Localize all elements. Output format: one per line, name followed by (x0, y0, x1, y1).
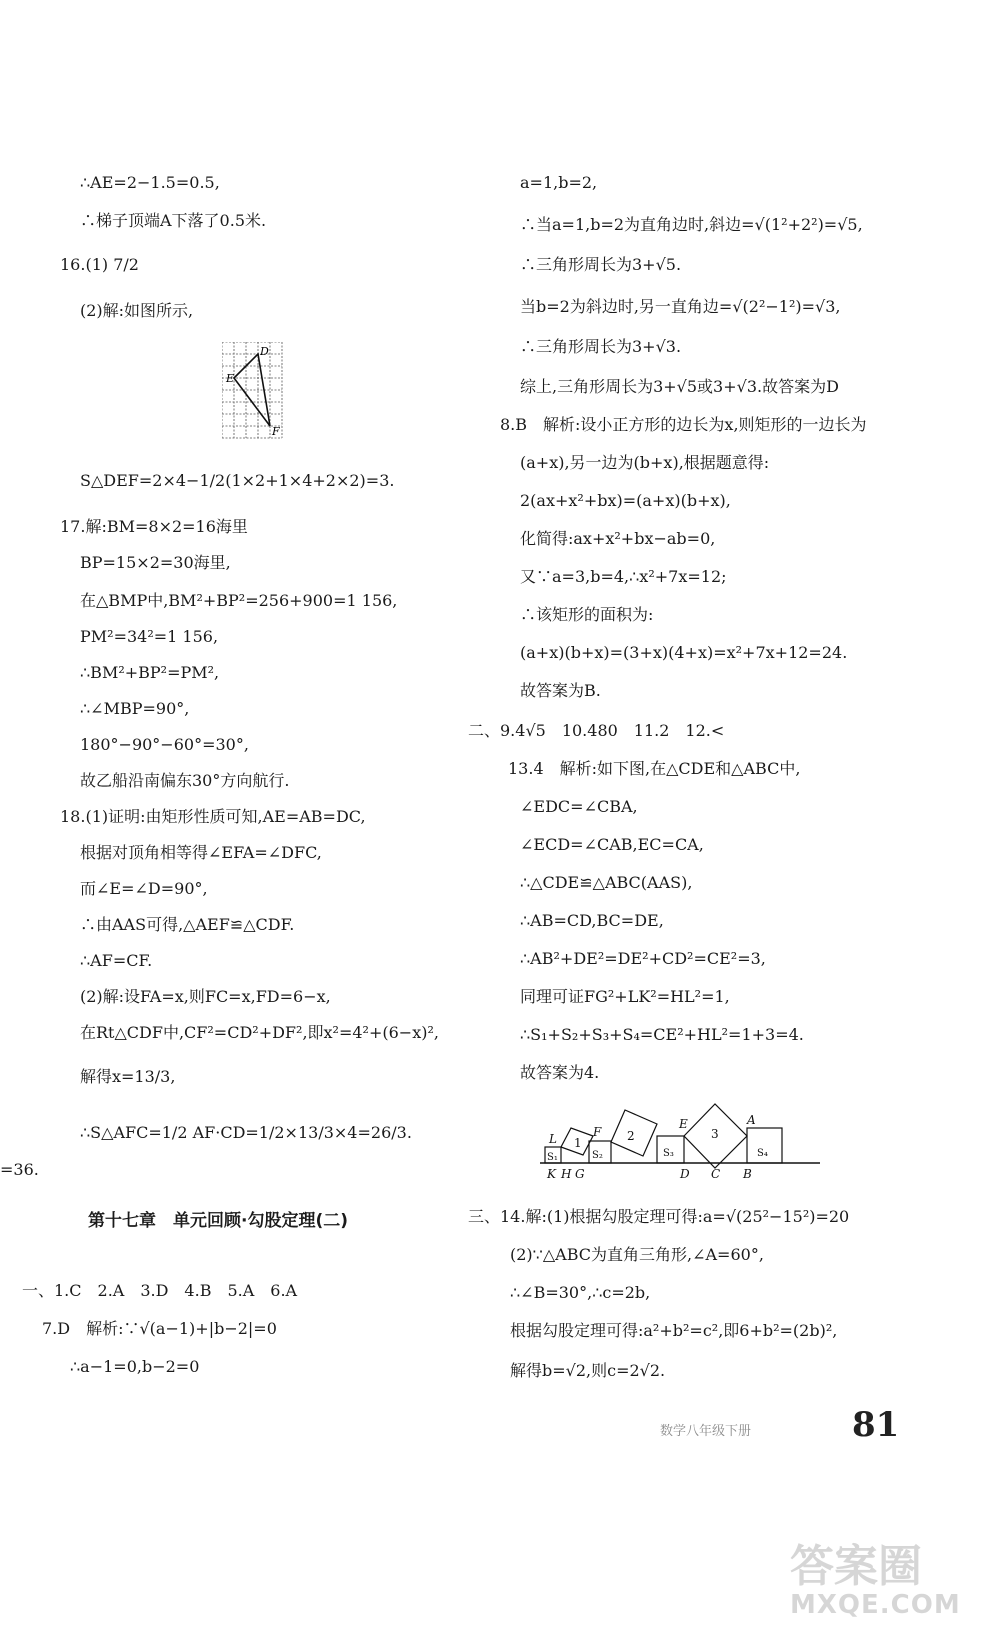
watermark-domain: MXQE.COM (790, 1590, 961, 1620)
answer-list: 一、1.C 2.A 3.D 4.B 5.A 6.A (22, 1281, 298, 1300)
point-label: H (561, 1167, 572, 1181)
point-label: G (575, 1167, 585, 1181)
point-label: E (226, 372, 235, 385)
text-line: 7.D 解析:∵√(a−1)+|b−2|=0 (42, 1319, 277, 1338)
squares-figure (535, 1098, 825, 1184)
text-line: 而∠E=∠D=90°, (80, 879, 208, 898)
text-line: 故答案为4. (520, 1063, 600, 1082)
text-line: ∴三角形周长为3+√5. (520, 255, 682, 274)
text-line: a=1,b=2, (520, 173, 598, 192)
point-label: D (260, 345, 269, 358)
point-label: D (680, 1167, 690, 1181)
text-line: ∴梯子顶端A下落了0.5米. (80, 211, 267, 230)
point-label: B (743, 1167, 752, 1181)
text-line: 解得b=√2,则c=2√2. (510, 1361, 666, 1380)
area-label: S₄ (757, 1148, 768, 1159)
text-line: (2)∵△ABC为直角三角形,∠A=60°, (510, 1245, 764, 1264)
square-number: 2 (627, 1129, 635, 1143)
point-label: F (272, 425, 280, 438)
text-line: (a+x),另一边为(b+x),根据题意得: (520, 453, 770, 472)
page-number: 81 (852, 1405, 900, 1445)
watermark-logo: 答案圈 (790, 1541, 922, 1592)
point-label: L (549, 1132, 557, 1146)
area-label: S₁ (547, 1152, 558, 1163)
text-line: ∠ECD=∠CAB,EC=CA, (520, 835, 704, 854)
text-line: 在△BMP中,BM²+BP²=256+900=1 156, (80, 591, 398, 610)
point-label: C (711, 1167, 721, 1181)
point-label: A (747, 1113, 756, 1127)
text-line: ∴AF=CF. (80, 951, 153, 970)
footer-subject: 数学八年级下册 (660, 1424, 752, 1439)
text-line: ∴S△AFC=1/2 AF·CD=1/2×13/3×4=26/3. (80, 1123, 412, 1142)
text-line: 2(ax+x²+bx)=(a+x)(b+x), (520, 491, 731, 510)
text-line: BP=15×2=30海里, (80, 553, 231, 572)
question-number: 18.(1)证明:由矩形性质可知,AE=AB=DC, (60, 807, 366, 826)
question-number: 8.B 解析:设小正方形的边长为x,则矩形的一边长为 (500, 415, 867, 434)
text-line: ∴AB=CD,BC=DE, (520, 911, 664, 930)
square-number: 3 (711, 1127, 719, 1141)
question-number: 17.解:BM=8×2=16海里 (60, 517, 248, 536)
text-line: 又∵a=3,b=4,∴x²+7x=12; (520, 567, 727, 586)
grid-triangle-figure (222, 342, 292, 442)
area-label: S₃ (663, 1148, 674, 1159)
text-line: 故答案为B. (520, 681, 601, 700)
text-line: (a+x)(b+x)=(3+x)(4+x)=x²+7x+12=24. (520, 643, 848, 662)
text-line: ∴∠MBP=90°, (80, 699, 190, 718)
text-line: ∴△CDE≌△ABC(AAS), (520, 873, 693, 892)
area-label: S₂ (592, 1150, 603, 1161)
text-line: 故乙船沿南偏东30°方向航行. (80, 771, 290, 790)
text-line: 综上,三角形周长为3+√5或3+√3.故答案为D (520, 377, 839, 396)
text-line: 180°−90°−60°=30°, (80, 735, 249, 754)
text-line: 根据勾股定理可得:a²+b²=c²,即6+b²=(2b)², (510, 1321, 838, 1340)
point-label: K (547, 1167, 556, 1181)
text-line: 当b=2为斜边时,另一直角边=√(2²−1²)=√3, (520, 297, 841, 316)
text-line: ∴a−1=0,b−2=0 (70, 1357, 200, 1376)
text-line: ∴三角形周长为3+√3. (520, 337, 682, 356)
text-line: PM²=34²=1 156, (80, 627, 219, 646)
question-number: 16.(1) 7/2 (60, 255, 139, 274)
text-line: ∴BM²+BP²=PM², (80, 663, 220, 682)
text-line: ∴AB²+DE²=DE²+CD²=CE²=3, (520, 949, 766, 968)
text-line: 同理可证FG²+LK²=HL²=1, (520, 987, 730, 1006)
text-line: ∴由AAS可得,△AEF≌△CDF. (80, 915, 295, 934)
section-title: 第十七章 单元回顾·勾股定理(二) (88, 1211, 348, 1231)
text-line: ∴∠B=30°,∴c=2b, (510, 1283, 651, 1302)
text-line: ∴S₁+S₂+S₃+S₄=CE²+HL²=1+3=4. (520, 1025, 804, 1044)
point-label: F (593, 1125, 602, 1139)
text-line: ∴AE=2−1.5=0.5, (80, 173, 220, 192)
text-line: 解得x=13/3, (80, 1067, 176, 1086)
text-line: (2)解:如图所示, (80, 301, 194, 320)
cut-off-text: =36. (0, 1160, 39, 1179)
question-number: 三、14.解:(1)根据勾股定理可得:a=√(25²−15²)=20 (468, 1207, 850, 1226)
text-line: 在Rt△CDF中,CF²=CD²+DF²,即x²=4²+(6−x)², (80, 1023, 439, 1042)
text-line: 化简得:ax+x²+bx−ab=0, (520, 529, 716, 548)
square-number: 1 (574, 1136, 582, 1150)
text-line: S△DEF=2×4−1/2(1×2+1×4+2×2)=3. (80, 471, 395, 490)
text-line: 根据对顶角相等得∠EFA=∠DFC, (80, 843, 322, 862)
question-number: 13.4 解析:如下图,在△CDE和△ABC中, (508, 759, 801, 778)
text-line: ∴该矩形的面积为: (520, 605, 654, 624)
answer-list: 二、9.4√5 10.480 11.2 12.< (468, 721, 725, 740)
point-label: E (679, 1117, 688, 1131)
text-line: ∴当a=1,b=2为直角边时,斜边=√(1²+2²)=√5, (520, 215, 863, 234)
text-line: (2)解:设FA=x,则FC=x,FD=6−x, (80, 987, 331, 1006)
text-line: ∠EDC=∠CBA, (520, 797, 638, 816)
